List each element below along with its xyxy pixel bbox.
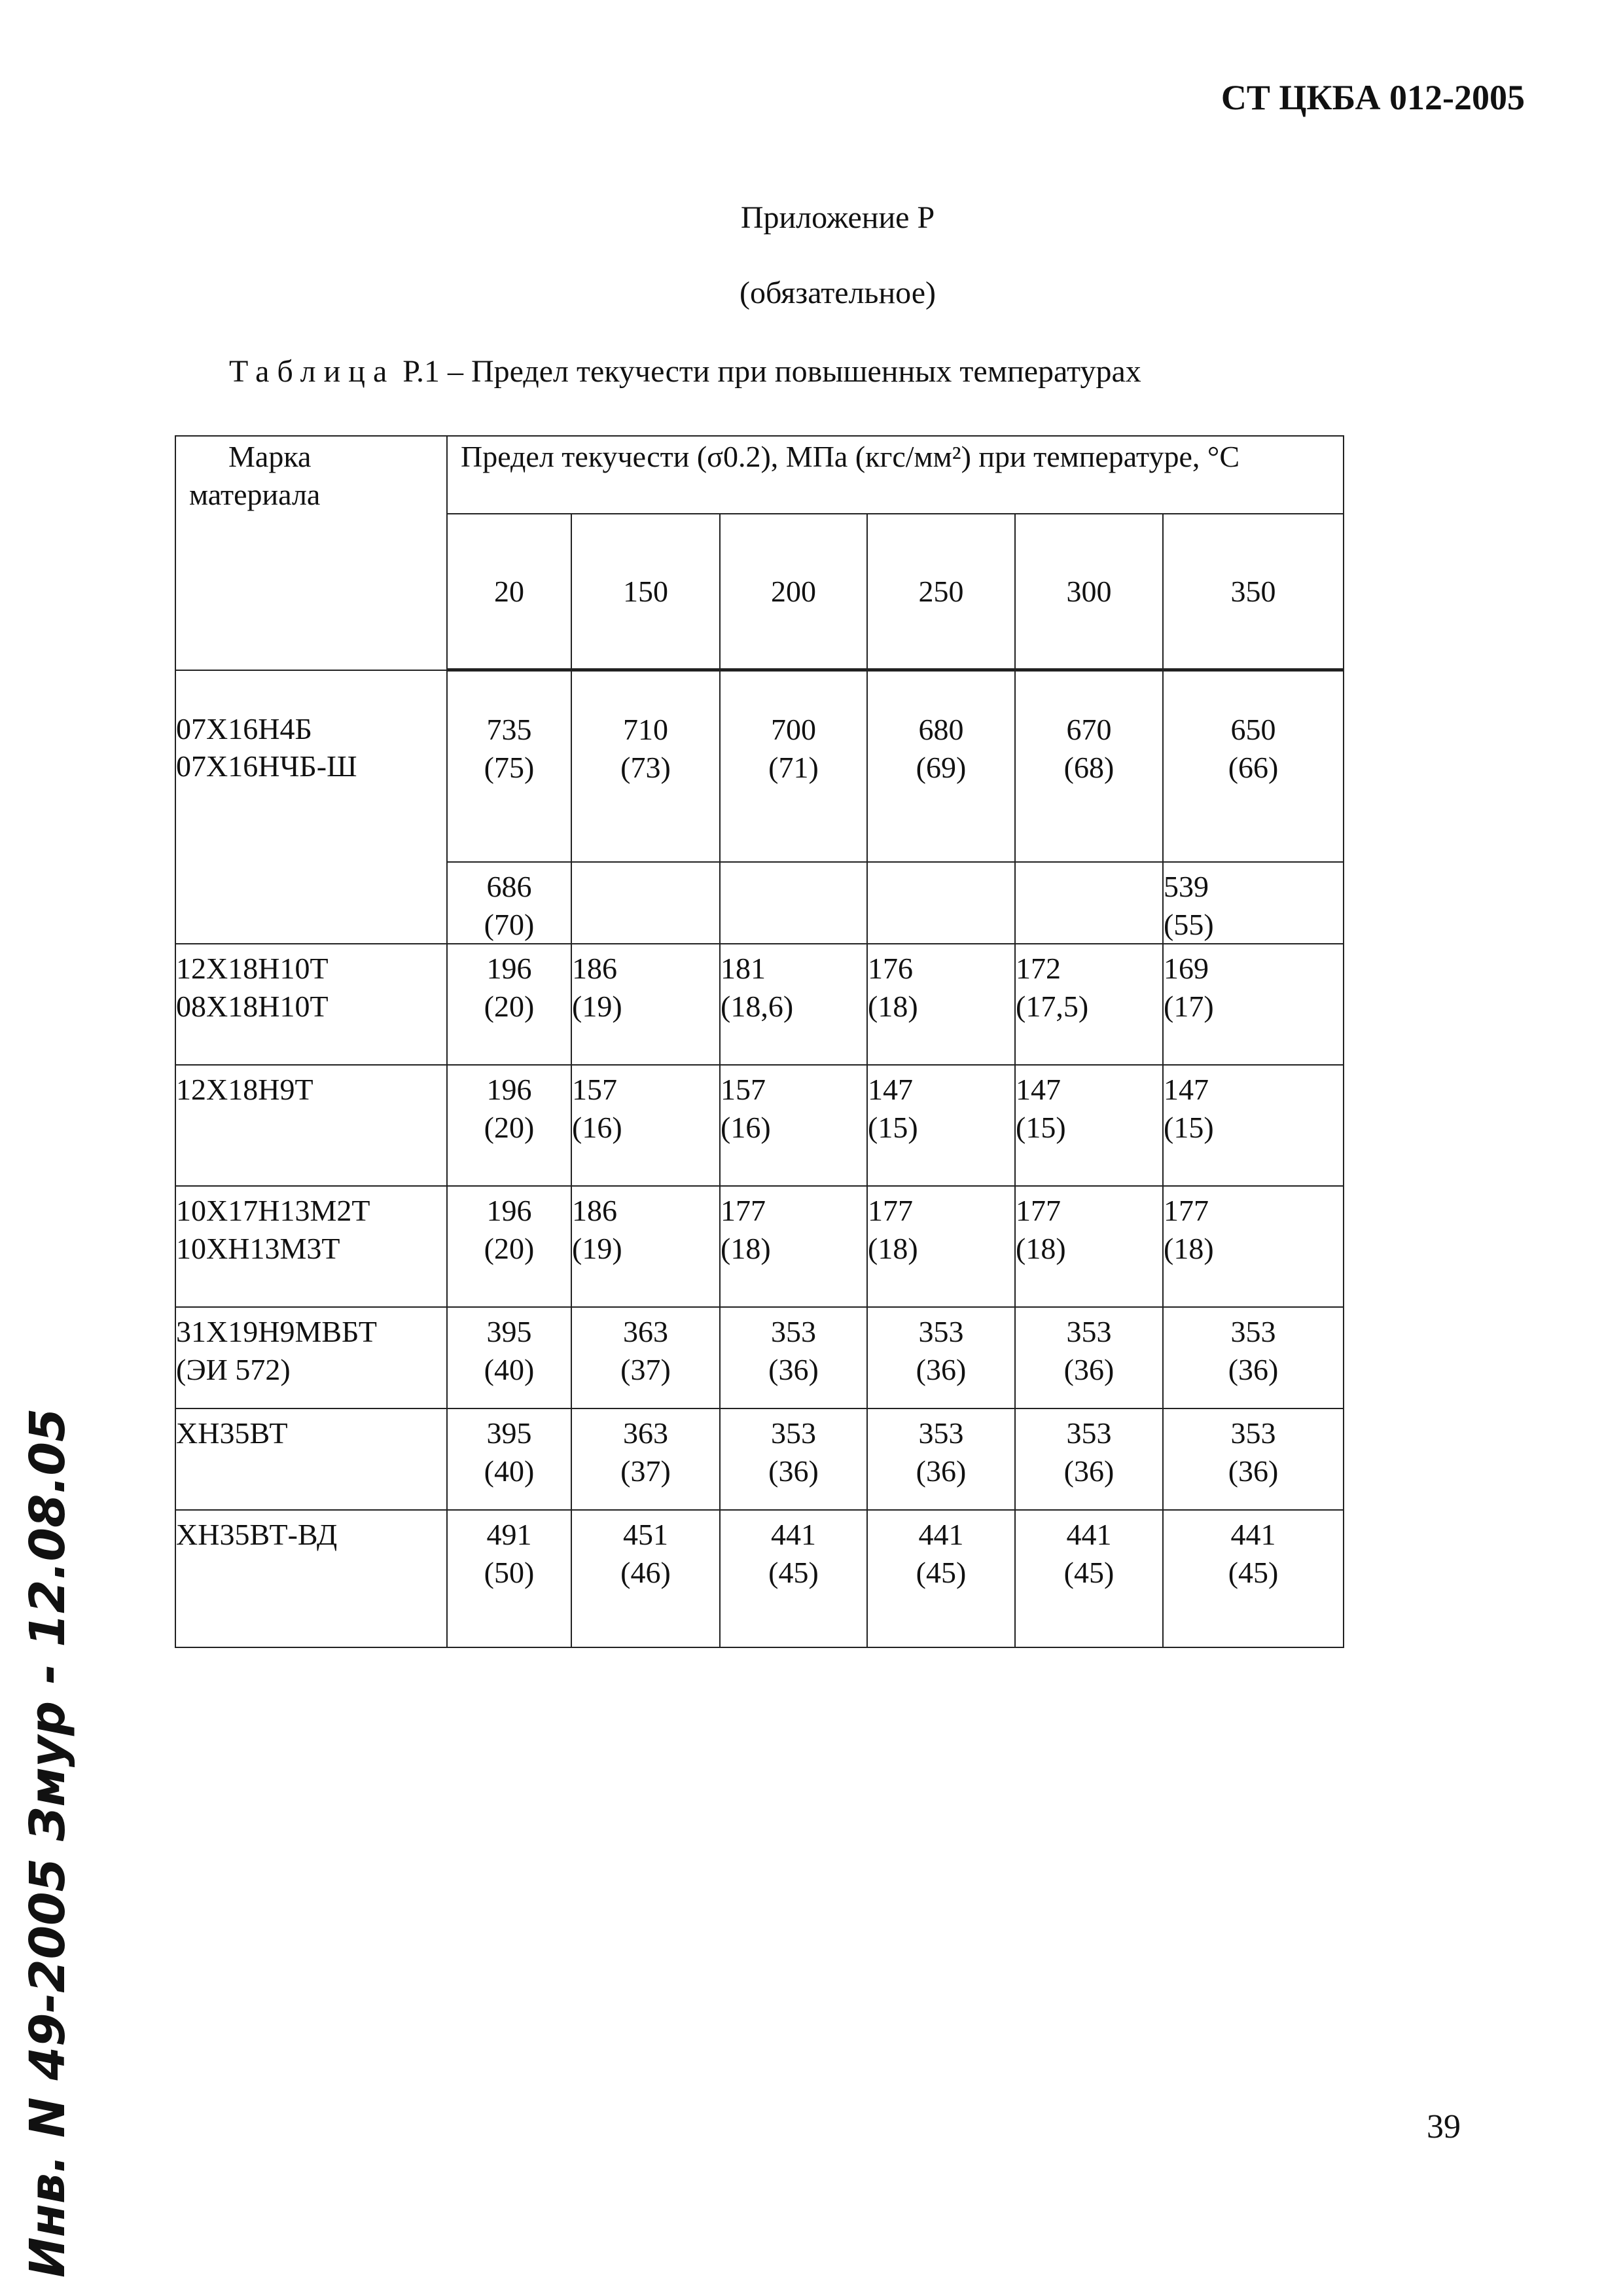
value-cell [720, 1408, 867, 1510]
value-kgf: (15) [868, 1110, 918, 1144]
material-grade-cell [175, 670, 447, 944]
value-cell [1163, 670, 1344, 863]
value-mpa: 441 [918, 1518, 964, 1551]
value-mpa: 395 [486, 1315, 532, 1348]
value-mpa: 169 [1164, 952, 1209, 985]
value-cell [447, 1065, 571, 1186]
value-kgf: (17,5) [1016, 989, 1089, 1023]
header-temp-20: 20 [447, 514, 571, 670]
material-grade-cell [175, 1408, 447, 1510]
value-cell [867, 1307, 1015, 1408]
header-temp-350: 350 [1163, 514, 1344, 670]
grade-name: (ЭИ 572) [176, 1352, 291, 1386]
value-mpa: 147 [1016, 1073, 1061, 1106]
value-mpa: 196 [486, 952, 532, 985]
value-mpa: 680 [918, 713, 964, 746]
value-kgf: (36) [1063, 1352, 1115, 1386]
value-cell [867, 1186, 1015, 1307]
value-kgf: (20) [484, 1110, 535, 1144]
header-temp-200: 200 [720, 514, 867, 670]
value-cell [447, 944, 571, 1065]
value-kgf: (18) [1164, 1231, 1214, 1265]
value-mpa: 491 [486, 1518, 532, 1551]
value-cell [447, 1186, 571, 1307]
value-cell [1163, 1408, 1344, 1510]
table-caption-word: Таблица [229, 354, 395, 389]
value-cell [720, 1186, 867, 1307]
value-mpa: 186 [572, 952, 617, 985]
value-cell [720, 944, 867, 1065]
value-kgf: (37) [620, 1454, 671, 1488]
value-cell [571, 1065, 720, 1186]
value-kgf: (45) [1228, 1555, 1279, 1589]
value-mpa: 539 [1164, 870, 1209, 903]
table-row [175, 1408, 1344, 1510]
grade-name: 08Х18Н10Т [176, 989, 329, 1023]
value-kgf: (20) [484, 989, 535, 1023]
empty-cell [867, 862, 1015, 944]
value-mpa: 700 [771, 713, 816, 746]
grade-name: ХН35ВТ [176, 1416, 288, 1450]
value-mpa: 353 [771, 1315, 816, 1348]
header-temp-300: 300 [1015, 514, 1163, 670]
empty-cell [720, 862, 867, 944]
value-kgf: (18) [1016, 1231, 1066, 1265]
value-mpa: 363 [623, 1315, 668, 1348]
value-cell [1015, 1065, 1163, 1186]
value-mpa: 353 [918, 1315, 964, 1348]
grade-name: 10Х17Н13М2Т [176, 1194, 370, 1227]
value-kgf: (18) [868, 1231, 918, 1265]
value-cell [447, 1307, 571, 1408]
value-kgf: (19) [572, 989, 622, 1023]
value-cell [720, 1307, 867, 1408]
value-kgf: (36) [1228, 1454, 1279, 1488]
value-kgf: (15) [1164, 1110, 1214, 1144]
value-kgf: (45) [768, 1555, 819, 1589]
value-mpa: 177 [1164, 1194, 1209, 1227]
value-kgf: (40) [484, 1352, 535, 1386]
value-kgf: (50) [484, 1555, 535, 1589]
value-kgf: (20) [484, 1231, 535, 1265]
table-row [175, 670, 1344, 863]
value-mpa: 177 [1016, 1194, 1061, 1227]
grade-name: ХН35ВТ-ВД [176, 1518, 338, 1551]
value-cell [571, 944, 720, 1065]
empty-cell [571, 862, 720, 944]
value-cell [571, 1307, 720, 1408]
value-kgf: (71) [768, 750, 819, 784]
page-number: 39 [1427, 2108, 1461, 2145]
value-mpa: 735 [486, 713, 532, 746]
table-caption [229, 353, 1141, 389]
value-cell [447, 1510, 571, 1647]
value-mpa: 177 [721, 1194, 766, 1227]
header-mark-line2: материала [189, 477, 321, 511]
value-cell [571, 1510, 720, 1647]
material-grade-cell [175, 1186, 447, 1307]
value-cell [447, 862, 571, 944]
value-cell [1015, 944, 1163, 1065]
grade-name: 12Х18Н9Т [176, 1073, 313, 1106]
value-mpa: 395 [486, 1416, 532, 1450]
value-cell [720, 1065, 867, 1186]
value-mpa: 441 [1066, 1518, 1112, 1551]
value-kgf: (46) [620, 1555, 671, 1589]
value-kgf: (45) [1063, 1555, 1115, 1589]
value-kgf: (75) [484, 750, 535, 784]
value-kgf: (36) [768, 1352, 819, 1386]
grade-name: 31Х19Н9МВБТ [176, 1315, 377, 1348]
table-row [175, 1065, 1344, 1186]
value-mpa: 451 [623, 1518, 668, 1551]
table-row [175, 1307, 1344, 1408]
value-cell [1163, 1186, 1344, 1307]
value-cell [447, 670, 571, 863]
header-mark-line1: Марка [228, 440, 312, 473]
value-mpa: 710 [623, 713, 668, 746]
value-cell [447, 1408, 571, 1510]
value-cell [1015, 1307, 1163, 1408]
value-kgf: (36) [916, 1352, 967, 1386]
value-kgf: (45) [916, 1555, 967, 1589]
value-cell [867, 1408, 1015, 1510]
value-kgf: (19) [572, 1231, 622, 1265]
value-mpa: 650 [1230, 713, 1276, 746]
value-cell [867, 1510, 1015, 1647]
value-mpa: 353 [771, 1416, 816, 1450]
header-temp-250: 250 [867, 514, 1015, 670]
value-cell [1163, 862, 1344, 944]
appendix-title: Приложение Р [740, 200, 935, 235]
material-grade-cell [175, 1065, 447, 1186]
value-cell [720, 1510, 867, 1647]
value-kgf: (68) [1063, 750, 1115, 784]
value-cell [1163, 1065, 1344, 1186]
value-cell [1163, 1510, 1344, 1647]
value-mpa: 157 [721, 1073, 766, 1106]
value-mpa: 186 [572, 1194, 617, 1227]
value-mpa: 353 [1230, 1416, 1276, 1450]
grade-name: 07Х16НЧБ-Ш [176, 749, 357, 783]
value-kgf: (55) [1164, 907, 1214, 941]
table-caption-text: Р.1 – Предел текучести при повышенных температурах [395, 354, 1141, 389]
value-kgf: (16) [572, 1110, 622, 1144]
header-yield-strength: Предел текучести (σ0.2), МПа (кгс/мм²) при температуре, °С [447, 436, 1344, 514]
value-mpa: 441 [771, 1518, 816, 1551]
grade-name: 10ХН13М3Т [176, 1231, 340, 1265]
value-kgf: (36) [1063, 1454, 1115, 1488]
value-kgf: (66) [1228, 750, 1279, 784]
handwritten-inventory-note: Инв. N 49-2005 Змур - 12.08.05 [20, 1408, 76, 2278]
value-mpa: 176 [868, 952, 913, 985]
material-grade-cell [175, 1307, 447, 1408]
document-code: СТ ЦКБА 012-2005 [1221, 78, 1525, 117]
value-mpa: 157 [572, 1073, 617, 1106]
value-cell [1163, 944, 1344, 1065]
value-cell [571, 670, 720, 863]
material-grade-cell [175, 1510, 447, 1647]
yield-strength-table [175, 435, 1344, 1648]
value-kgf: (18) [721, 1231, 771, 1265]
value-cell [720, 670, 867, 863]
value-kgf: (70) [484, 907, 535, 941]
value-mpa: 147 [1164, 1073, 1209, 1106]
value-mpa: 353 [1230, 1315, 1276, 1348]
value-kgf: (16) [721, 1110, 771, 1144]
value-mpa: 353 [1066, 1416, 1112, 1450]
value-mpa: 181 [721, 952, 766, 985]
value-mpa: 686 [486, 870, 532, 903]
header-material-grade [175, 436, 447, 670]
value-mpa: 353 [918, 1416, 964, 1450]
value-cell [1015, 670, 1163, 863]
value-mpa: 441 [1230, 1518, 1276, 1551]
header-temp-150: 150 [571, 514, 720, 670]
value-mpa: 670 [1066, 713, 1112, 746]
value-mpa: 196 [486, 1194, 532, 1227]
value-mpa: 363 [623, 1416, 668, 1450]
value-cell [1163, 1307, 1344, 1408]
value-cell [1015, 1408, 1163, 1510]
value-kgf: (18) [868, 989, 918, 1023]
appendix-subtitle: (обязательное) [740, 276, 936, 310]
value-kgf: (40) [484, 1454, 535, 1488]
value-mpa: 177 [868, 1194, 913, 1227]
value-cell [867, 944, 1015, 1065]
value-kgf: (69) [916, 750, 967, 784]
value-cell [571, 1186, 720, 1307]
value-kgf: (36) [1228, 1352, 1279, 1386]
table-row [175, 1186, 1344, 1307]
grade-name: 07Х16Н4Б [176, 711, 312, 745]
value-cell [1015, 1510, 1163, 1647]
value-mpa: 353 [1066, 1315, 1112, 1348]
value-kgf: (36) [768, 1454, 819, 1488]
value-mpa: 172 [1016, 952, 1061, 985]
table-row [175, 944, 1344, 1065]
value-kgf: (15) [1016, 1110, 1066, 1144]
value-cell [1015, 1186, 1163, 1307]
grade-name: 12Х18Н10Т [176, 952, 329, 985]
value-mpa: 196 [486, 1073, 532, 1106]
value-kgf: (73) [620, 750, 671, 784]
material-grade-cell [175, 944, 447, 1065]
value-kgf: (36) [916, 1454, 967, 1488]
value-mpa: 147 [868, 1073, 913, 1106]
value-kgf: (17) [1164, 989, 1214, 1023]
table-row [175, 1510, 1344, 1647]
value-cell [867, 1065, 1015, 1186]
value-kgf: (37) [620, 1352, 671, 1386]
value-cell [571, 1408, 720, 1510]
value-cell [867, 670, 1015, 863]
empty-cell [1015, 862, 1163, 944]
value-kgf: (18,6) [721, 989, 794, 1023]
